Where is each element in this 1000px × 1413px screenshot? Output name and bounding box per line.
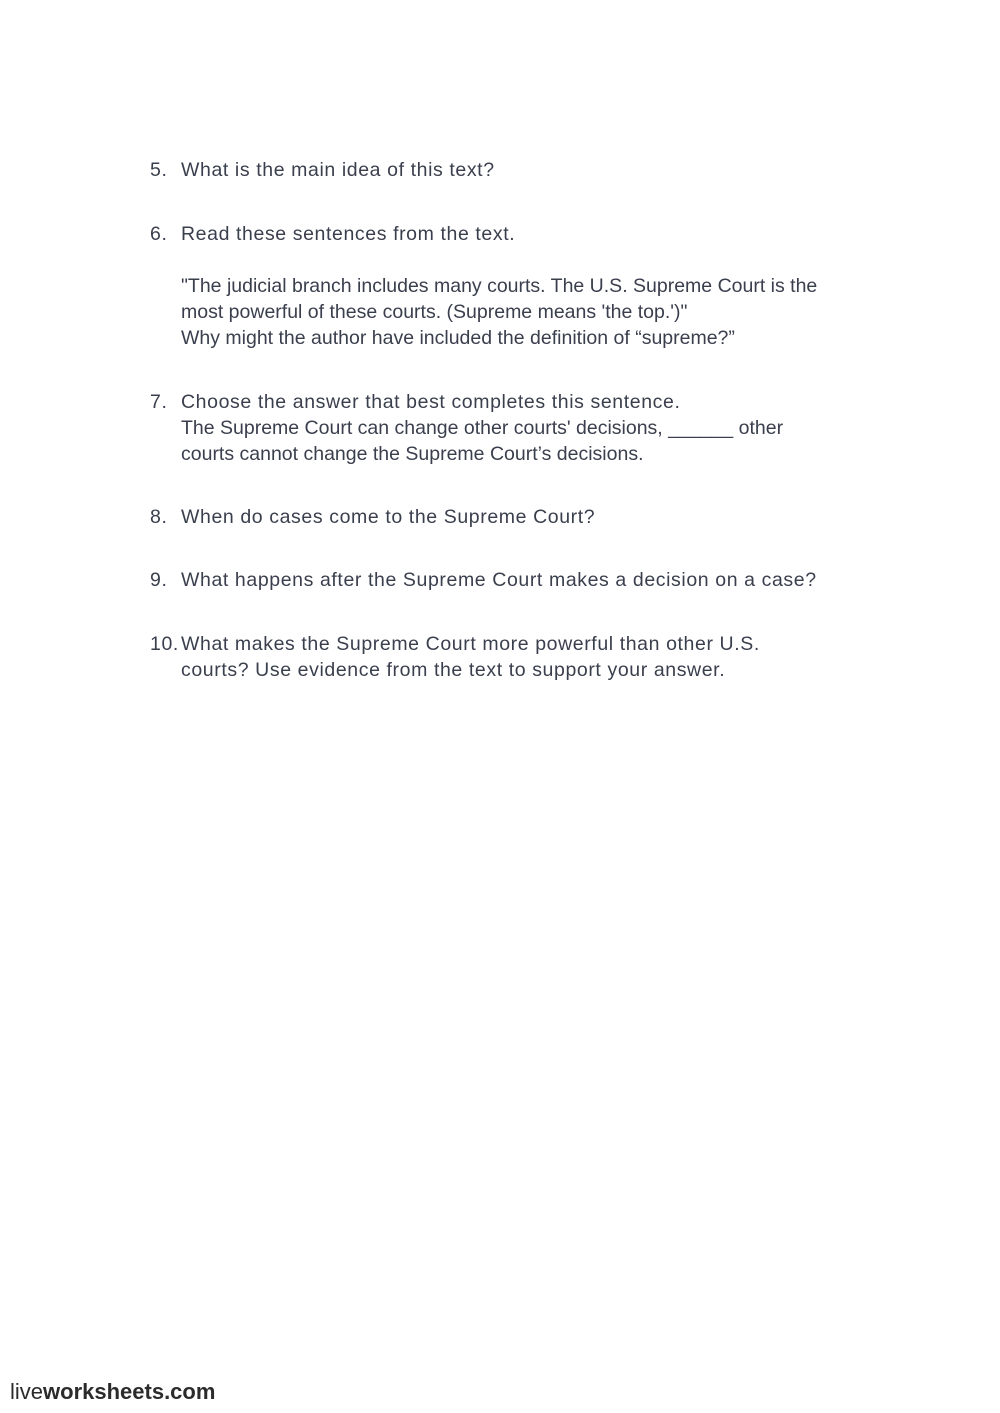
quote-line: most powerful of these courts. (Supreme means 'the top.')": [181, 301, 688, 323]
question-text: Choose the answer that best completes this sentence.: [181, 391, 681, 413]
question-text: What happens after the Supreme Court makes a decision on a case?: [181, 569, 817, 591]
question-number: 7.: [150, 391, 168, 413]
sentence-line: courts cannot change the Supreme Court’s decisions.: [181, 443, 644, 465]
question-text: courts? Use evidence from the text to support your answer.: [181, 659, 726, 681]
question-number: 6.: [150, 223, 168, 245]
liveworksheets-logo: [10, 1379, 215, 1405]
question-number: 10.: [150, 633, 179, 655]
quote-line: "The judicial branch includes many courts. The U.S. Supreme Court is the: [181, 275, 818, 297]
logo-bold-text: worksheets.com: [43, 1379, 216, 1404]
question-text: What makes the Supreme Court more powerful than other U.S.: [181, 633, 760, 655]
question-text: What is the main idea of this text?: [181, 159, 495, 181]
logo-light-text: live: [10, 1379, 44, 1404]
question-number: 5.: [150, 159, 168, 181]
question-number: 8.: [150, 506, 168, 528]
question-prompt-line: Why might the author have included the definition of “supreme?”: [181, 327, 735, 349]
question-text: When do cases come to the Supreme Court?: [181, 506, 596, 528]
question-number: 9.: [150, 569, 168, 591]
question-text: Read these sentences from the text.: [181, 223, 516, 245]
sentence-line: The Supreme Court can change other courts' decisions, ______ other: [181, 417, 784, 439]
